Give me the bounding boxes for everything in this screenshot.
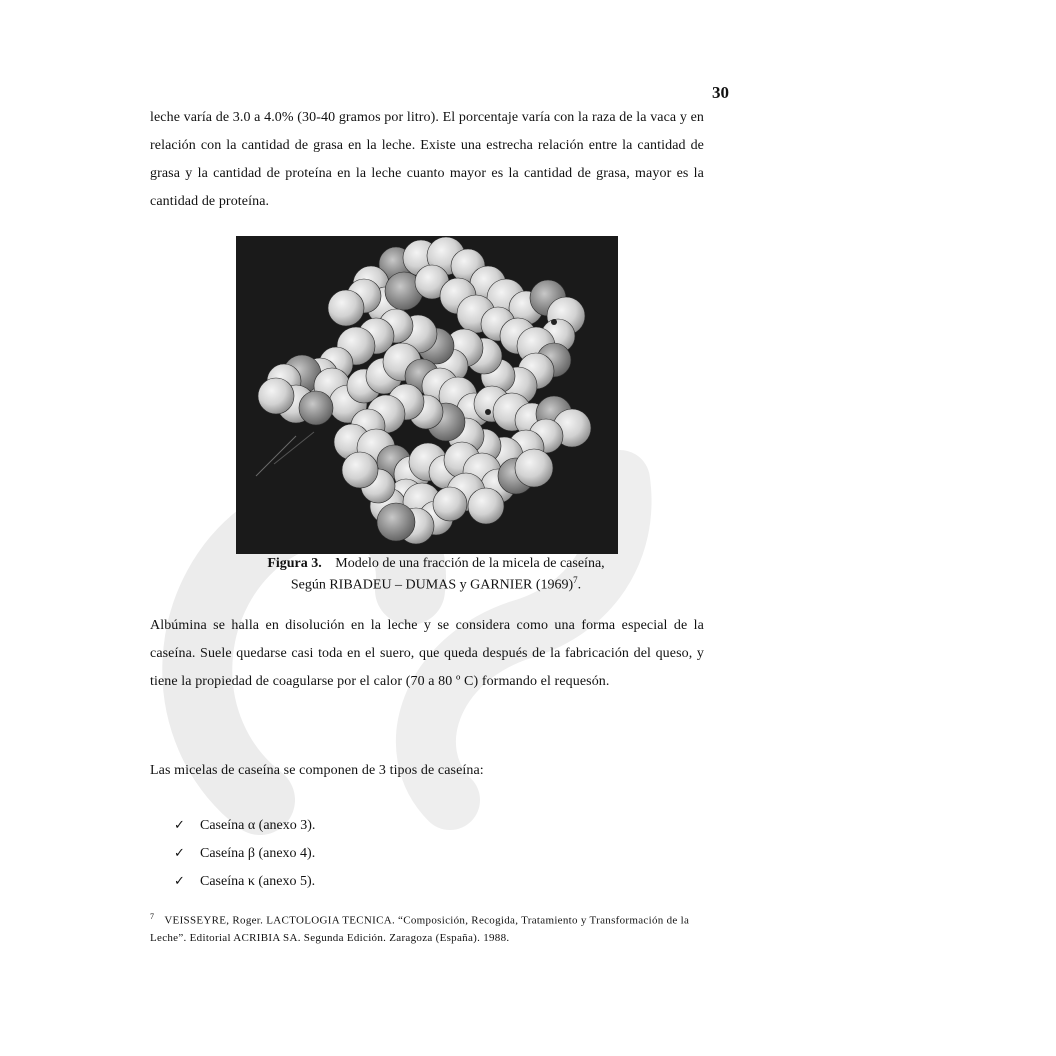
figure-label: Figura 3.: [267, 556, 322, 571]
micelle-sphere: [328, 290, 364, 326]
sphere-dot: [485, 409, 491, 415]
list-item-text: Caseína κ (anexo 5).: [200, 874, 316, 889]
micelle-sphere: [515, 449, 553, 487]
footnote-mark: 7: [150, 912, 155, 921]
check-icon: ✓: [174, 846, 185, 861]
list-item-text: Caseína α (anexo 3).: [200, 818, 316, 833]
casein-micelle-photo: [236, 236, 618, 554]
sphere-dot: [551, 319, 557, 325]
page-number: 30: [712, 83, 729, 102]
figure-caption-period: .: [577, 577, 582, 593]
casein-types-list: [174, 812, 315, 896]
check-icon: ✓: [174, 874, 185, 889]
micelle-sphere: [377, 503, 415, 541]
albumina-paragraph: Albúmina se halla en disolución en la leche y se considera como una forma especial de la caseína. Suele quedarse casi toda en el suero, que queda después de la fabricación del queso, y tiene la propiedad de coagularse por el calor (70 a 80 º C) formando el requesón.: [150, 618, 704, 689]
figure-caption-source: Según RIBADEU – DUMAS y GARNIER (1969): [290, 577, 574, 593]
micelle-spheres-image: [236, 236, 618, 554]
list-item-text: Caseína β (anexo 4).: [200, 846, 316, 861]
micelas-paragraph: Las micelas de caseína se componen de 3 tipos de caseína:: [150, 763, 484, 778]
list-item: [174, 868, 315, 896]
figure-caption-line2: [236, 575, 636, 594]
footnote-text: VEISSEYRE, Roger. LACTOLOGIA TECNICA. “Composición, Recogida, Tratamiento y Transformación de la Leche”. Editorial ACRIBIA SA. Segunda Edición. Zaragoza (España). 1988.: [150, 914, 690, 944]
micelle-sphere: [342, 452, 378, 488]
list-item: [174, 840, 315, 868]
micelle-sphere: [468, 488, 504, 524]
micelle-sphere: [433, 487, 467, 521]
list-item: [174, 812, 315, 840]
footnote: [150, 908, 710, 947]
figure-caption-text: Modelo de una fracción de la micela de caseína,: [335, 556, 605, 571]
check-icon: ✓: [174, 818, 185, 833]
figure-caption-footnote-ref: 7: [573, 575, 578, 585]
micelle-sphere: [258, 378, 294, 414]
micelle-sphere: [299, 391, 333, 425]
figure-caption-line1: [236, 556, 636, 572]
intro-paragraph: leche varía de 3.0 a 4.0% (30-40 gramos por litro). El porcentaje varía con la raza de la vaca y en relación con la cantidad de grasa en la leche. Existe una estrecha relación entre la cantidad de grasa y la cantidad de proteína en la leche cuanto mayor es la cantidad de grasa, mayor es la cantidad de proteína.: [150, 110, 704, 209]
